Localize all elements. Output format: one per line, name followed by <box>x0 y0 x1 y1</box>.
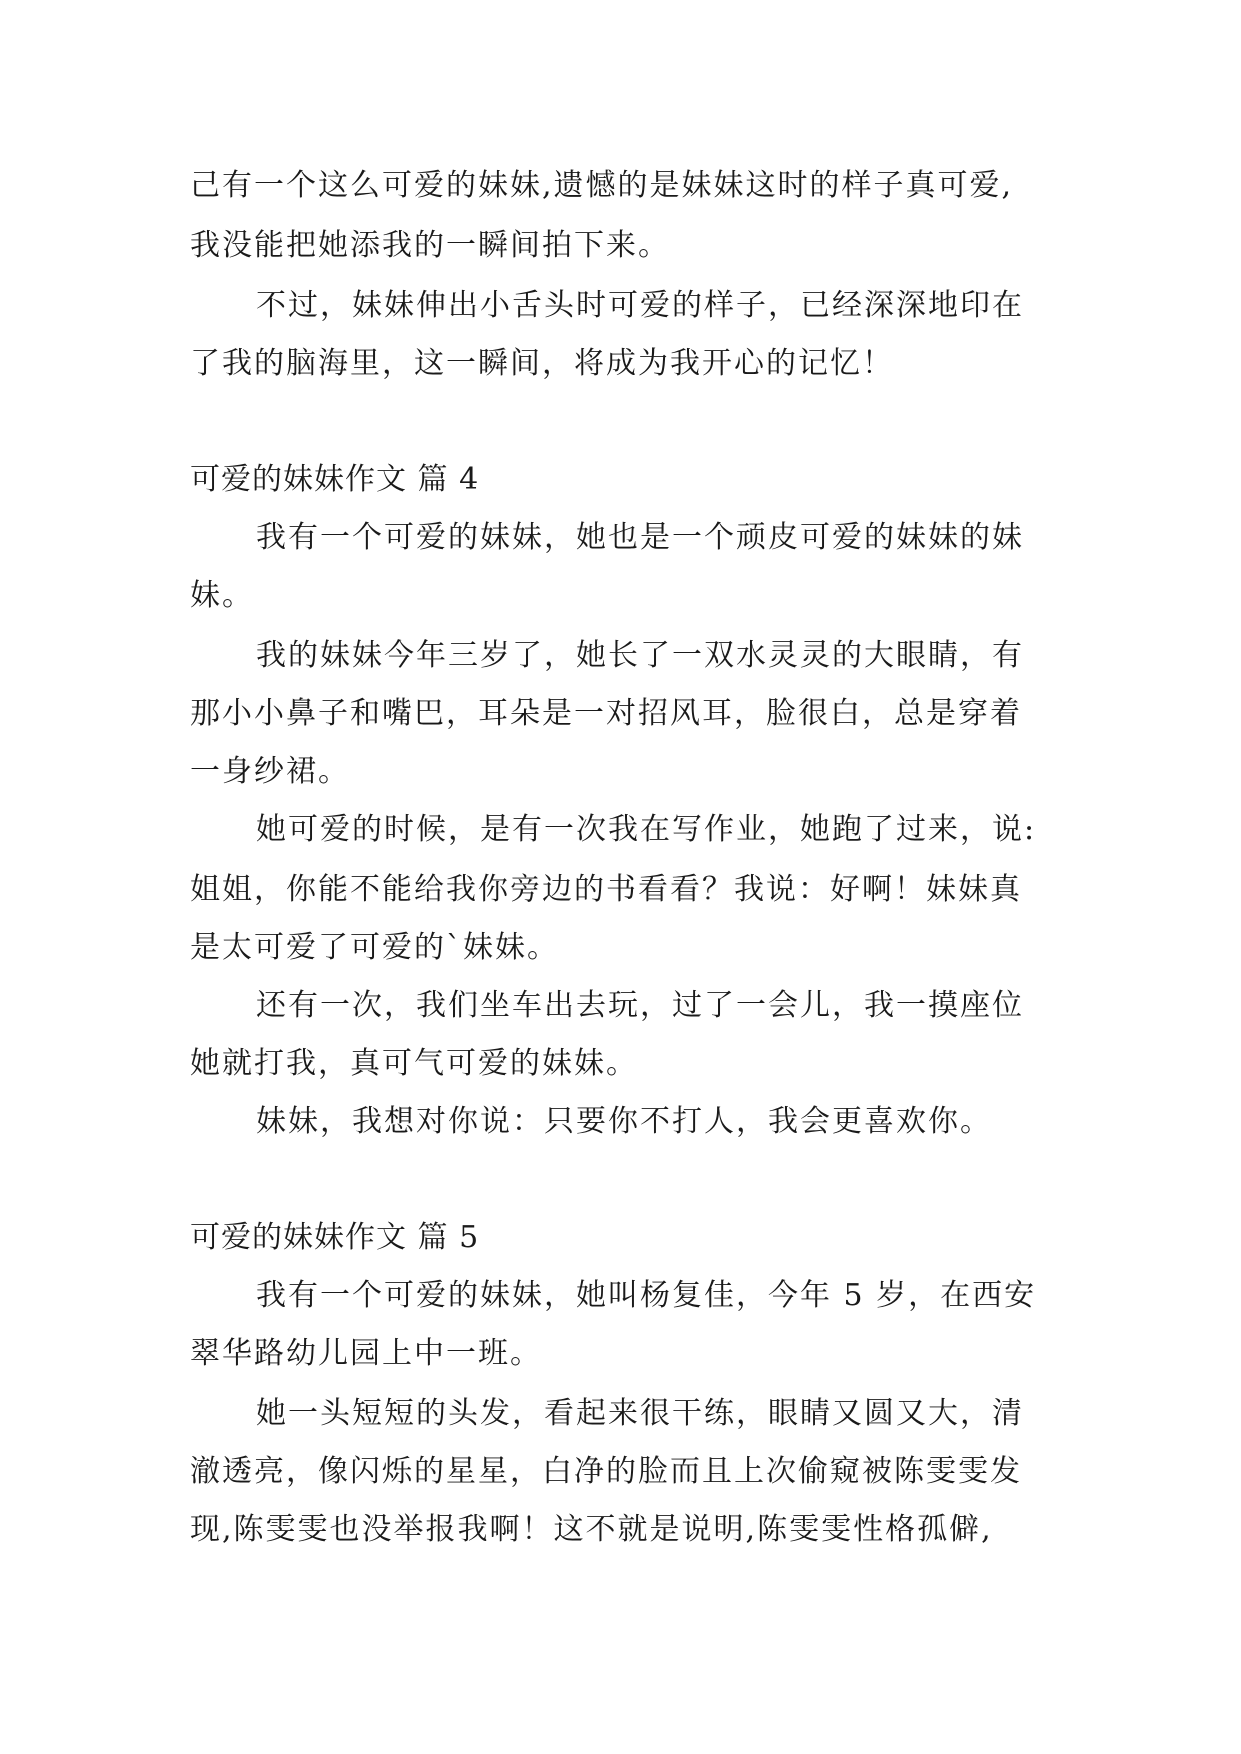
text-line: 妹。 <box>190 578 254 613</box>
text-line: 翠华路幼儿园上中一班。 <box>190 1336 542 1371</box>
paragraph-start: 她一头短短的头发，看起来很干练，眼睛又圆又大，清 <box>256 1396 1024 1431</box>
paragraph-start: 妹妹，我想对你说：只要你不打人，我会更喜欢你。 <box>256 1104 992 1139</box>
paragraph-start: 还有一次，我们坐车出去玩，过了一会儿，我一摸座位 <box>256 988 1024 1023</box>
text-line: 我没能把她添我的一瞬间拍下来。 <box>190 228 670 263</box>
paragraph-start: 我有一个可爱的妹妹，她也是一个顽皮可爱的妹妹的妹 <box>256 520 1024 555</box>
text-line: 是太可爱了可爱的`妹妹。 <box>190 930 559 965</box>
text-line: 了我的脑海里，这一瞬间，将成为我开心的记忆！ <box>190 346 894 381</box>
section-heading: 可爱的妹妹作文 篇 4 <box>190 462 480 497</box>
paragraph-start: 我的妹妹今年三岁了，她长了一双水灵灵的大眼睛，有 <box>256 638 1024 673</box>
section-heading: 可爱的妹妹作文 篇 5 <box>190 1220 480 1255</box>
paragraph-start: 不过，妹妹伸出小舌头时可爱的样子，已经深深地印在 <box>256 288 1024 323</box>
text-line: 那小小鼻子和嘴巴，耳朵是一对招风耳，脸很白，总是穿着 <box>190 696 1022 731</box>
text-line: 现,陈雯雯也没举报我啊！这不就是说明,陈雯雯性格孤僻, <box>190 1512 993 1547</box>
text-line: 姐姐，你能不能给我你旁边的书看看？我说：好啊！妹妹真 <box>190 872 1022 907</box>
paragraph-start: 我有一个可爱的妹妹，她叫杨复佳，今年 5 岁，在西安 <box>256 1278 1037 1313</box>
paragraph-start: 她可爱的时候，是有一次我在写作业，她跑了过来，说: <box>256 812 1037 847</box>
text-line: 她就打我，真可气可爱的妹妹。 <box>190 1046 638 1081</box>
text-line: 一身纱裙。 <box>190 754 350 789</box>
text-line: 澈透亮，像闪烁的星星，白净的脸而且上次偷窥被陈雯雯发 <box>190 1454 1022 1489</box>
text-line: 己有一个这么可爱的妹妹,遗憾的是妹妹这时的样子真可爱, <box>190 168 1014 203</box>
